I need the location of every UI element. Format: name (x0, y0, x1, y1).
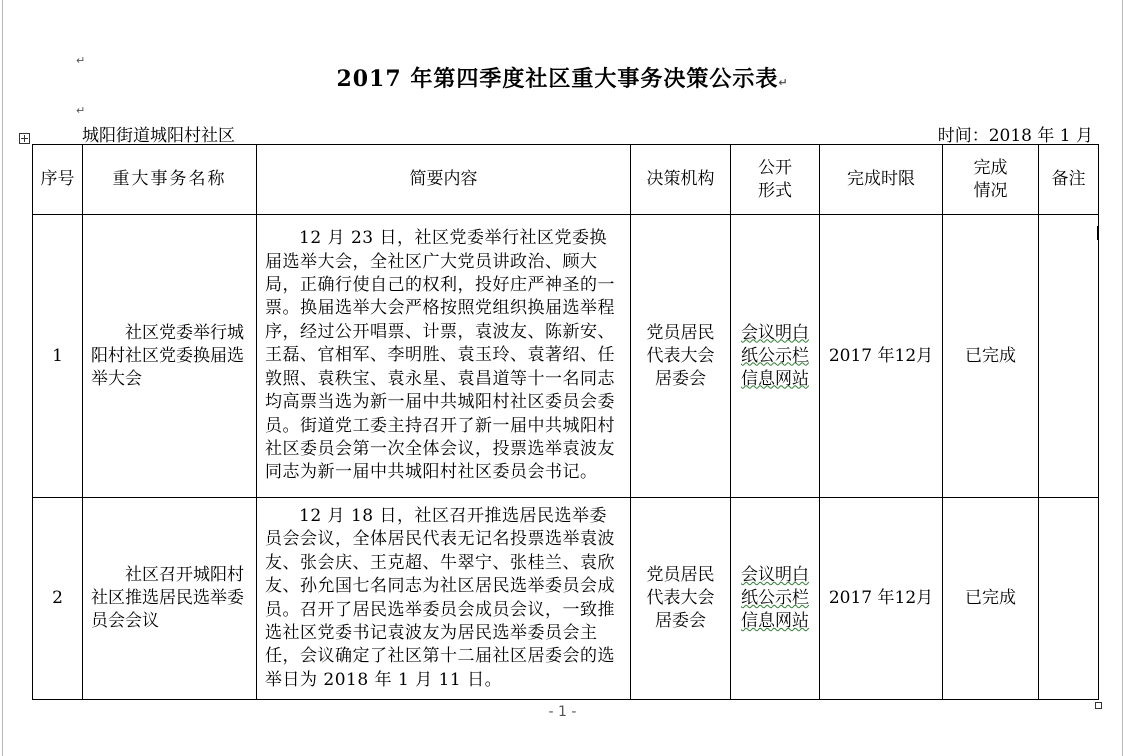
cell-form: 会议明白纸公示栏信息网站 (731, 498, 820, 700)
header-name: 重大事务名称 (83, 145, 257, 215)
table-row (33, 215, 1099, 498)
cell-deadline: 2017 年12月 (820, 498, 943, 700)
paragraph-mark: ↵ (76, 104, 86, 117)
cell-status: 已完成 (943, 498, 1039, 700)
cell-form: 会议明白纸公示栏信息网站 (731, 215, 820, 498)
cell-remark (1039, 498, 1099, 700)
page-number: - 1 - (548, 704, 577, 720)
cell-name: 社区党委举行城阳村社区党委换届选举大会 (83, 215, 257, 498)
table-move-handle-icon[interactable] (19, 133, 30, 144)
cell-status: 已完成 (943, 215, 1039, 498)
header-seq: 序号 (33, 145, 83, 215)
header-summary: 简要内容 (257, 145, 631, 215)
cell-summary: 12 月 23 日，社区党委举行社区党委换届选举大会，全社区广大党员讲政治、顾大局，正确行使自己的权利，投好庄严神圣的一票。换届选举大会严格按照党组织换届选举程序，经过公开唱票、计票，袁波友、陈新安、王磊、官相军、李明胜、袁玉玲、袁著绍、任敦照、袁秩宝、袁永星、袁昌道等十一名同志均高票当选为新一届中共城阳村社区委员会委员。街道党工委主持召开了新一届中共城阳村社区委员会第一次全体会议，投票选举袁波友同志为新一届中共城阳村社区委员会书记。 (257, 215, 631, 498)
cell-org: 党员居民代表大会居委会 (631, 498, 731, 700)
publish-date: 时间：2018 年 1 月 (937, 126, 1093, 146)
cell-remark (1039, 215, 1099, 498)
header-status: 完成情况 (943, 145, 1039, 215)
cell-org: 党员居民代表大会居委会 (631, 215, 731, 498)
table-row (33, 498, 1099, 700)
header-remark: 备注 (1039, 145, 1099, 215)
document-title: 2017 年第四季度社区重大事务决策公示表↵ (336, 66, 789, 92)
cell-summary: 12 月 18 日，社区召开推选居民选举委员会会议，全体居民代表无记名投票选举袁波友、张会庆、王克超、牛翠宁、张桂兰、袁欣友、孙允国七名同志为社区居民选举委员会成员。召开了居民选举委员会成员会议，一致推选社区党委书记袁波友为居民选举委员会主任，会议确定了社区第十二届社区居委会的选举日为 2018 年 1 月 11 日。 (257, 498, 631, 700)
cell-deadline: 2017 年12月 (820, 215, 943, 498)
page-right-edge (1122, 0, 1123, 756)
community-name: 城阳街道城阳村社区 (82, 126, 235, 146)
decision-table (32, 144, 1099, 700)
cell-name: 社区召开城阳村社区推选居民选举委员会会议 (83, 498, 257, 700)
paragraph-mark: ↵ (76, 54, 86, 67)
header-form: 公开形式 (731, 145, 820, 215)
table-header-row (33, 145, 1099, 215)
cell-seq: 1 (33, 215, 83, 498)
header-org: 决策机构 (631, 145, 731, 215)
page-left-edge (2, 0, 3, 756)
cell-seq: 2 (33, 498, 83, 700)
header-deadline: 完成时限 (820, 145, 943, 215)
